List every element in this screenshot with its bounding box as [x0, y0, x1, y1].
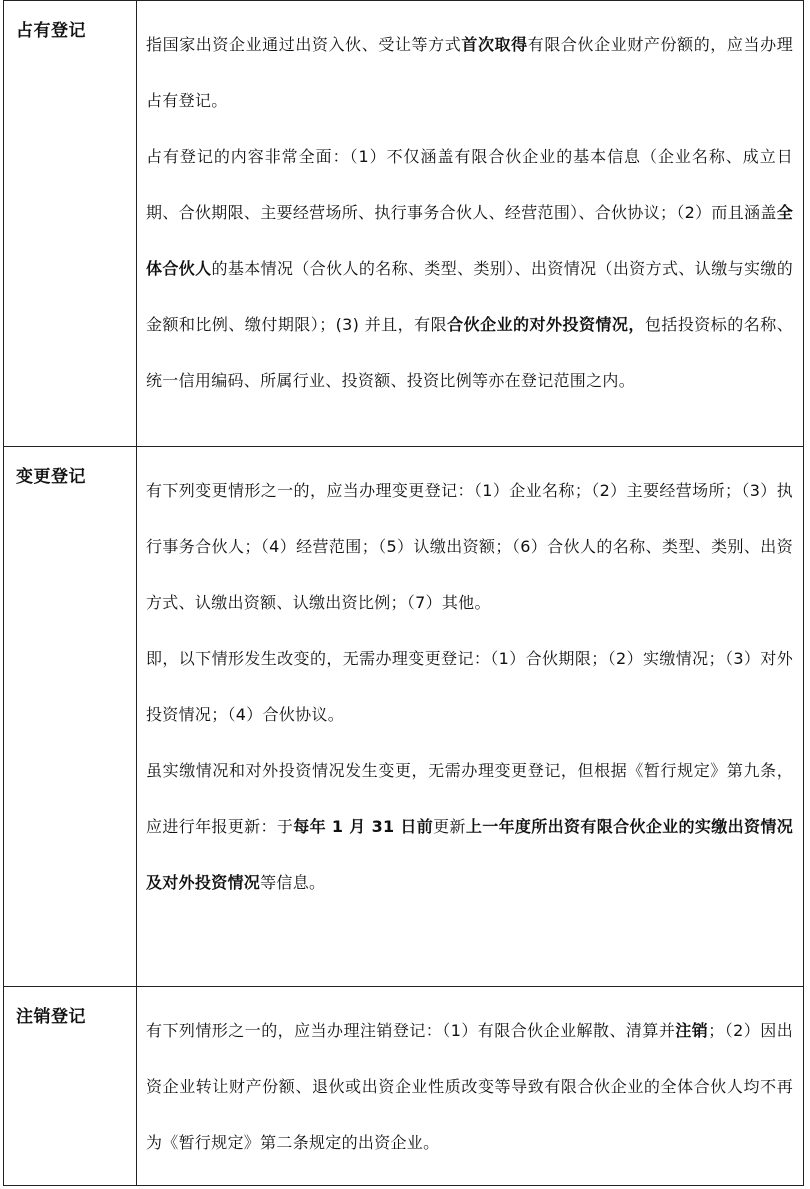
content-paragraph [146, 463, 793, 631]
body-text: 有限合伙企业财产份额的，应当办理占有登记。 [146, 35, 793, 110]
emphasis-text: 注销 [675, 1021, 709, 1040]
body-text: 等信息。 [260, 873, 326, 892]
body-text: 的基本情况（合伙人的名称、类型、类别）、出资情况（出资方式、认缴与实缴的金额和比例、缴付期限）；(3) 并且，有限 [146, 259, 793, 334]
emphasis-text: 上一年度所出资有限合伙企业的实缴出资情况及对外投资情况 [146, 817, 794, 892]
body-text: 包括投资标的名称、统一信用编码、所属行业、投资额、投资比例等亦在登记范围之内。 [146, 315, 793, 390]
body-text: 指国家出资企业通过出资入伙、受让等方式 [146, 35, 462, 54]
row-label-cell [4, 1, 137, 447]
emphasis-text: 首次取得 [461, 35, 528, 54]
row-content-cell [137, 1, 804, 447]
content-paragraph [146, 631, 793, 743]
emphasis-text: 全体合伙人 [146, 203, 793, 278]
emphasis-text: 每年 1 月 31 日前 [293, 817, 434, 836]
registration-table [3, 0, 804, 1186]
body-text: 更新 [433, 817, 466, 836]
content-paragraph [146, 1003, 793, 1171]
row-content-cell [137, 987, 804, 1186]
row-content-cell [137, 447, 804, 987]
table-row-occupancy [4, 1, 804, 447]
row-label-cell [4, 447, 137, 987]
row-label: 注销登记 [16, 1007, 86, 1027]
content-paragraph [146, 129, 793, 409]
body-text: 有下列变更情形之一的，应当办理变更登记：（1）企业名称；（2）主要经营场所；（3）执行事务合伙人；（4）经营范围；（5）认缴出资额；（6）合伙人的名称、类型、类别、出资方式、认缴出资额、认缴出资比例；（7）其他。 [146, 481, 793, 612]
row-label-cell [4, 987, 137, 1186]
body-text: 即，以下情形发生改变的，无需办理变更登记：（1）合伙期限；（2）实缴情况；（3）对外投资情况；（4）合伙协议。 [146, 649, 793, 724]
table-row-cancellation [4, 987, 804, 1186]
content-paragraph [146, 743, 793, 911]
body-text: 有下列情形之一的，应当办理注销登记：（1）有限合伙企业解散、清算并 [146, 1021, 676, 1040]
row-label: 占有登记 [16, 21, 86, 41]
table-row-change [4, 447, 804, 987]
body-text: ；（2）因出资企业转让财产份额、退伙或出资企业性质改变等导致有限合伙企业的全体合伙人均不再为《暂行规定》第二条规定的出资企业。 [146, 1021, 793, 1152]
emphasis-text: 合伙企业的对外投资情况， [447, 315, 645, 334]
body-text: 虽实缴情况和对外投资情况发生变更，无需办理变更登记，但根据《暂行规定》第九条，应进行年报更新：于 [146, 761, 793, 836]
content-paragraph [146, 17, 793, 129]
row-label: 变更登记 [16, 467, 86, 487]
body-text: 占有登记的内容非常全面：（1）不仅涵盖有限合伙企业的基本信息（企业名称、成立日期、合伙期限、主要经营场所、执行事务合伙人、经营范围）、合伙协议；（2）而且涵盖 [146, 147, 793, 222]
